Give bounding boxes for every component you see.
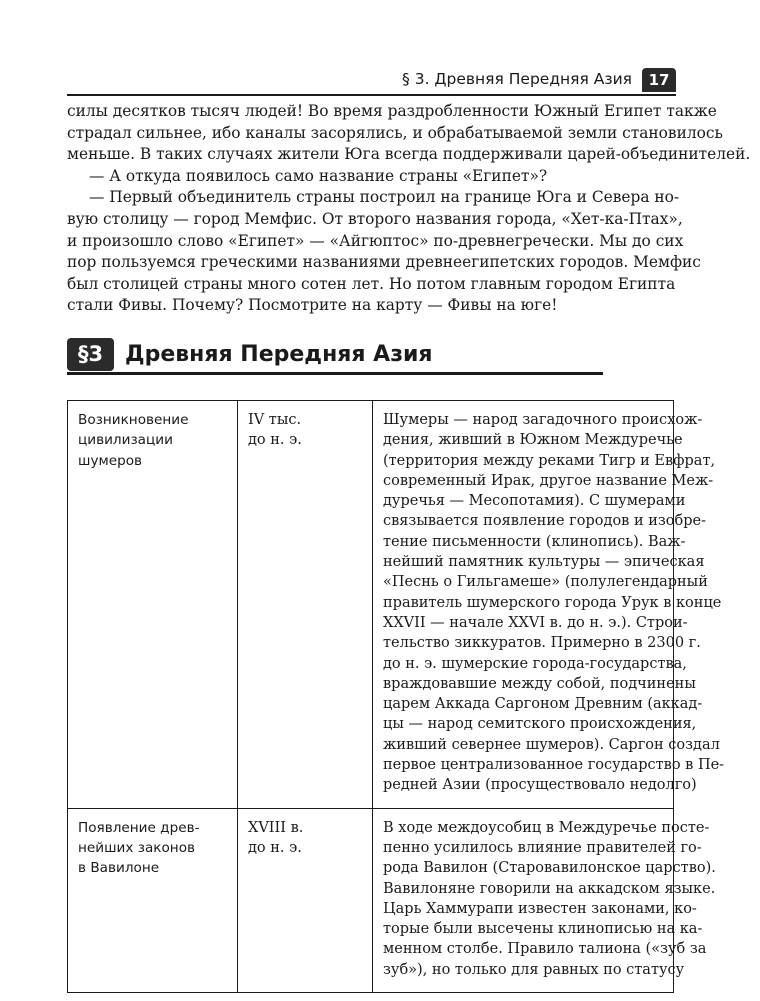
text-line: страдал сильнее, ибо каналы засорялись, и обрабатываемой земли становилось xyxy=(67,123,723,142)
description-line: дения, живший в Южном Междуречье xyxy=(383,432,683,449)
text-line: вую столицу — город Мемфис. От второго названия города, «Хет-ка-Птах», xyxy=(67,209,683,228)
description-line: связывается появление городов и изобре- xyxy=(383,513,707,530)
text-line: был столицей страны много сотен лет. Но потом главным городом Египта xyxy=(67,274,676,293)
description-line: XXVII — начале XXVI в. до н. э.). Строи- xyxy=(383,614,688,631)
event-line: Появление древ- xyxy=(78,819,200,836)
description-line: редней Азии (просуществовало недолго) xyxy=(383,777,697,794)
text-line: стали Фивы. Почему? Посмотрите на карту — Фивы на юге! xyxy=(67,296,558,315)
event-line: Возникновение xyxy=(78,412,189,428)
section-badge: §3 xyxy=(67,338,114,371)
description-line: царем Аккада Саргоном Древним (аккад- xyxy=(383,696,703,713)
description-line: нейший памятник культуры — эпическая xyxy=(383,554,705,571)
description-line: рода Вавилон (Старовавилонское царство). xyxy=(383,860,716,877)
description-line: менном столбе. Правило талиона («зуб за xyxy=(383,941,707,958)
description-line: до н. э. шумерские города-государства, xyxy=(383,655,687,672)
description-line: враждовавшие между собой, подчинены xyxy=(383,675,696,692)
event-line: нейших законов xyxy=(78,839,196,856)
date-line: IV тыс. xyxy=(248,412,302,428)
text-line: меньше. В таких случаях жители Юга всегда поддерживали царей-объединителей. xyxy=(67,145,751,164)
description-line: Шумеры — народ загадочного происхож- xyxy=(383,412,703,428)
description-line: тение письменности (клинопись). Важ- xyxy=(383,533,686,550)
description-line: В ходе междоусобиц в Междуречье посте- xyxy=(383,819,710,836)
description-line: первое централизованное государство в Пе- xyxy=(383,757,725,774)
running-header xyxy=(67,68,676,96)
section-title: Древняя Передняя Азия xyxy=(125,342,433,367)
event-cell xyxy=(68,808,238,992)
event-line: шумеров xyxy=(78,452,143,469)
description-line: дуречья — Месопотамия). С шумерами xyxy=(383,493,686,510)
dialogue-question: — А откуда появилось само название страны «Египет»? xyxy=(89,166,548,185)
description-line: Царь Хаммурапи известен законами, ко- xyxy=(383,900,697,917)
description-line: живший севернее шумеров). Саргон создал xyxy=(383,736,720,753)
description-line: зуб»), но только для равных по статусу xyxy=(383,961,685,978)
date-cell xyxy=(238,401,373,809)
description-line: пенно усилилось влияние правителей го- xyxy=(383,839,702,856)
text-line: — Первый объединитель страны построил на границе Юга и Севера но- xyxy=(89,188,680,207)
description-line: современный Ирак, другое название Меж- xyxy=(383,472,714,489)
table-row xyxy=(68,808,674,992)
description-line: (территория между реками Тигр и Евфрат, xyxy=(383,452,716,469)
text-line: и произошло слово «Египет» — «Айгюптос» по-древнегречески. Мы до сих xyxy=(67,231,684,250)
description-cell xyxy=(373,401,725,809)
description-line: Вавилоняне говорили на аккадском языке. xyxy=(383,880,716,897)
description-line: цы — народ семитского происхождения, xyxy=(383,716,697,733)
section-underline xyxy=(67,372,603,375)
page-number: 17 xyxy=(642,68,676,92)
event-line: в Вавилоне xyxy=(78,860,160,877)
running-header-section: § 3. Древняя Передняя Азия xyxy=(402,70,632,88)
text-line: силы десятков тысяч людей! Во время раздробленности Южный Египет также xyxy=(67,102,717,120)
intro-paragraph xyxy=(67,101,751,317)
date-line: XVIII в. xyxy=(248,819,304,836)
text-line: пор пользуемся греческими названиями древнеегипетских городов. Мемфис xyxy=(67,253,701,272)
date-cell xyxy=(238,808,373,992)
event-line: цивилизации xyxy=(78,432,173,449)
chronology-table xyxy=(67,400,725,993)
description-line: «Песнь о Гильгамеше» (полулегендарный xyxy=(383,574,708,591)
event-cell xyxy=(68,401,238,809)
description-cell xyxy=(373,808,716,992)
table-row xyxy=(68,401,674,809)
date-line: до н. э. xyxy=(248,839,302,856)
date-line: до н. э. xyxy=(248,432,302,449)
description-line: тельство зиккуратов. Примерно в 2300 г. xyxy=(383,635,701,652)
description-line: правитель шумерского города Урук в конце xyxy=(383,594,722,611)
description-line: торые были высечены клинописью на ка- xyxy=(383,921,703,938)
